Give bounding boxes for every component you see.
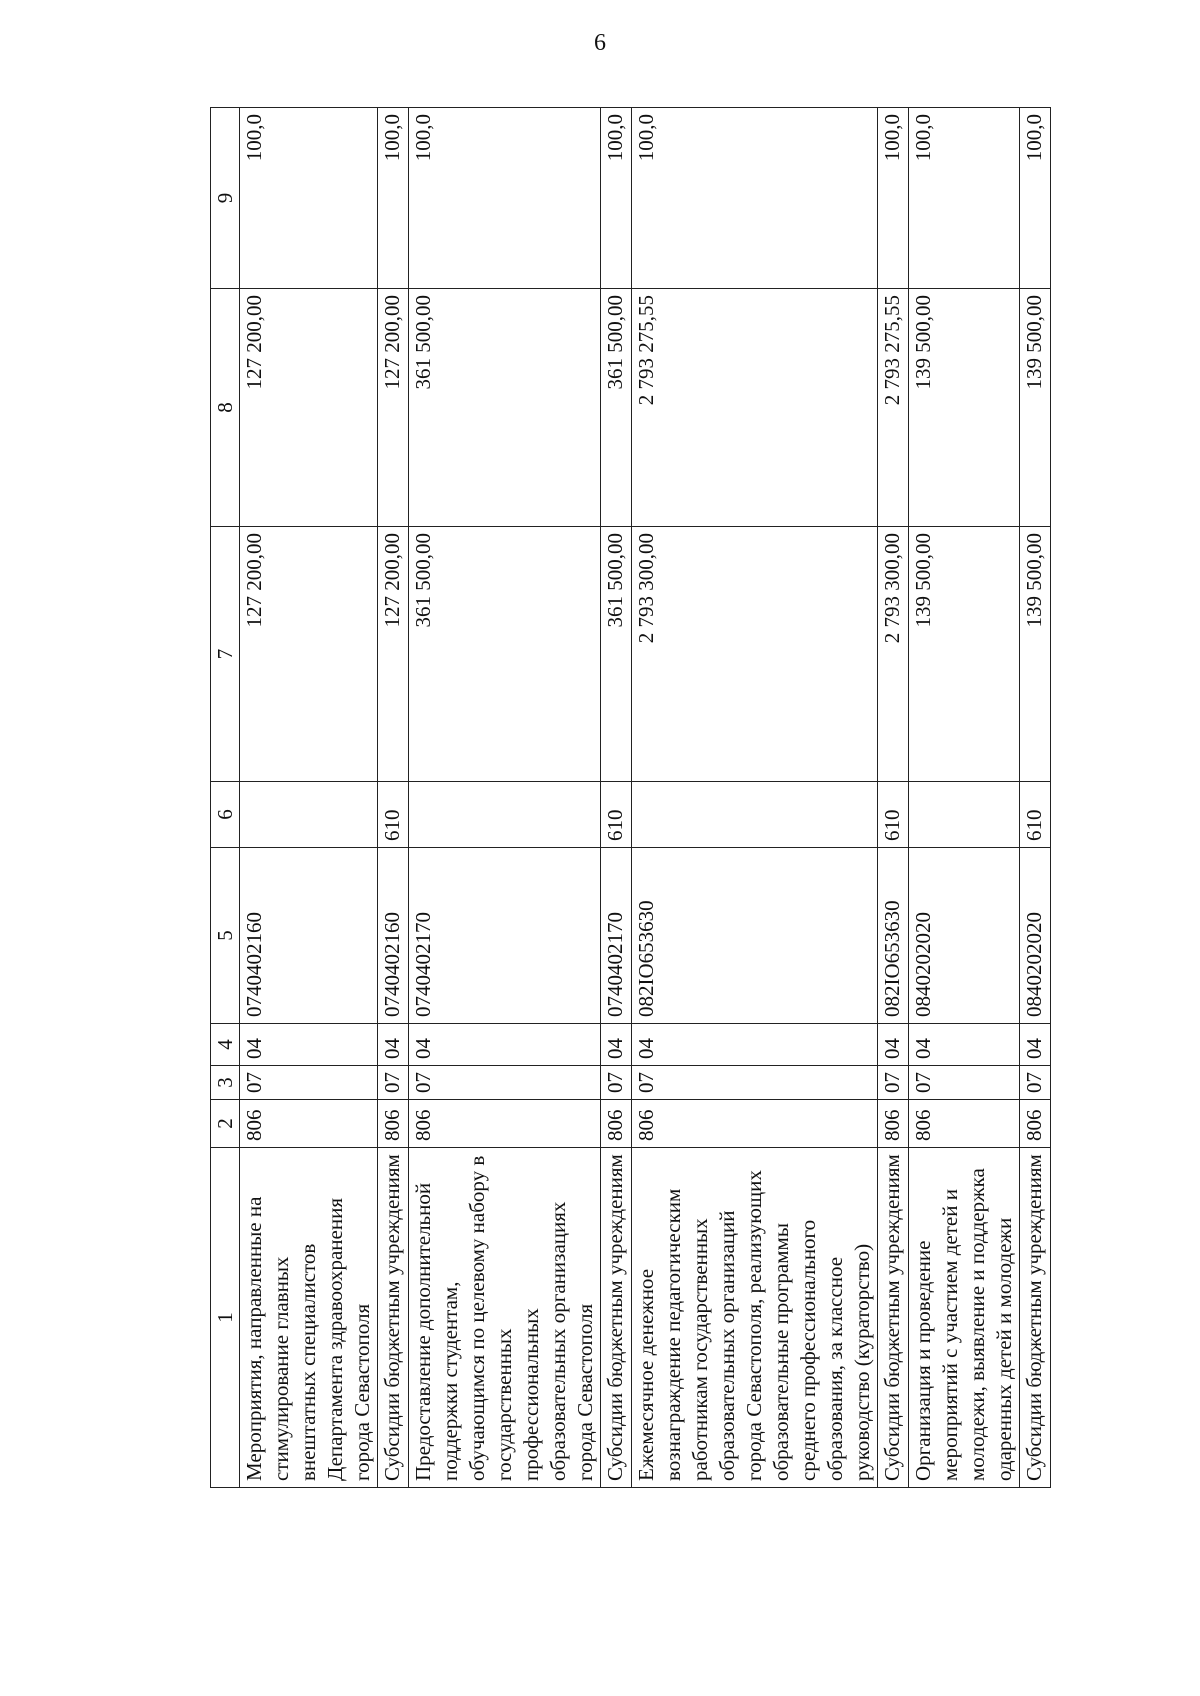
cell-section: 07: [378, 1066, 409, 1100]
row-name: Предоставление дополнительной поддержки студентам, обучающимся по целевому набору в государственных профессиональных образовательных организациях города Севастополя: [409, 1148, 601, 1488]
cell-target-code: 0740402170: [409, 848, 601, 1024]
cell-target-code: 0840202020: [909, 848, 1020, 1024]
cell-section: 07: [240, 1066, 378, 1100]
cell-executed: 2 793 275,55: [878, 289, 909, 527]
cell-planned: 127 200,00: [240, 527, 378, 782]
row-name: Субсидии бюджетным учреждениям: [1020, 1148, 1051, 1488]
column-header: 7: [211, 527, 240, 782]
cell-section: 07: [909, 1066, 1020, 1100]
row-name: Мероприятия, направленные на стимулирование главных внештатных специалистов Департамента здравоохранения города Севастополя: [240, 1148, 378, 1488]
cell-subsection: 04: [1020, 1024, 1051, 1066]
table-row: [1020, 108, 1051, 1488]
row-name: Ежемесячное денежное вознаграждение педагогическим работникам государственных образовательных организаций города Севастополя, реализующих образовательные программы среднего профессионального образования, за классное руководство (кураторство): [632, 1148, 878, 1488]
cell-admin-code: 806: [632, 1100, 878, 1148]
table-row: [632, 108, 878, 1488]
cell-executed: 127 200,00: [240, 289, 378, 527]
cell-subsection: 04: [409, 1024, 601, 1066]
cell-percent: 100,0: [909, 108, 1020, 289]
column-header: 3: [211, 1066, 240, 1100]
cell-percent: 100,0: [632, 108, 878, 289]
cell-section: 07: [878, 1066, 909, 1100]
cell-percent: 100,0: [601, 108, 632, 289]
cell-target-code: 082IО653630: [632, 848, 878, 1024]
cell-executed: 127 200,00: [378, 289, 409, 527]
cell-expense-type: [240, 782, 378, 848]
cell-executed: 139 500,00: [909, 289, 1020, 527]
cell-target-code: 0740402160: [378, 848, 409, 1024]
column-header: 1: [211, 1148, 240, 1488]
row-name: Субсидии бюджетным учреждениям: [878, 1148, 909, 1488]
cell-executed: 361 500,00: [601, 289, 632, 527]
cell-section: 07: [601, 1066, 632, 1100]
budget-table: [210, 107, 1051, 1488]
row-name: Организация и проведение мероприятий с участием детей и молодежи, выявление и поддержка одаренных детей и молодежи: [909, 1148, 1020, 1488]
cell-percent: 100,0: [378, 108, 409, 289]
cell-expense-type: [909, 782, 1020, 848]
cell-expense-type: 610: [601, 782, 632, 848]
page-number: 6: [594, 30, 606, 56]
cell-percent: 100,0: [878, 108, 909, 289]
cell-planned: 139 500,00: [909, 527, 1020, 782]
cell-planned: 2 793 300,00: [878, 527, 909, 782]
cell-subsection: 04: [601, 1024, 632, 1066]
table-row: [878, 108, 909, 1488]
cell-expense-type: 610: [878, 782, 909, 848]
table-row: [909, 108, 1020, 1488]
column-header: 6: [211, 782, 240, 848]
cell-subsection: 04: [878, 1024, 909, 1066]
cell-planned: 361 500,00: [409, 527, 601, 782]
cell-subsection: 04: [378, 1024, 409, 1066]
table-row: [378, 108, 409, 1488]
cell-subsection: 04: [240, 1024, 378, 1066]
cell-executed: 2 793 275,55: [632, 289, 878, 527]
cell-admin-code: 806: [878, 1100, 909, 1148]
cell-expense-type: 610: [378, 782, 409, 848]
column-header: 4: [211, 1024, 240, 1066]
column-header: 8: [211, 289, 240, 527]
cell-admin-code: 806: [240, 1100, 378, 1148]
cell-expense-type: 610: [1020, 782, 1051, 848]
cell-percent: 100,0: [1020, 108, 1051, 289]
cell-executed: 139 500,00: [1020, 289, 1051, 527]
cell-section: 07: [409, 1066, 601, 1100]
column-header: 5: [211, 848, 240, 1024]
cell-section: 07: [632, 1066, 878, 1100]
table-row: [240, 108, 378, 1488]
cell-section: 07: [1020, 1066, 1051, 1100]
cell-planned: 361 500,00: [601, 527, 632, 782]
cell-admin-code: 806: [1020, 1100, 1051, 1148]
cell-target-code: 0840202020: [1020, 848, 1051, 1024]
column-header: 2: [211, 1100, 240, 1148]
cell-planned: 139 500,00: [1020, 527, 1051, 782]
cell-expense-type: [409, 782, 601, 848]
column-header: 9: [211, 108, 240, 289]
row-name: Субсидии бюджетным учреждениям: [601, 1148, 632, 1488]
cell-planned: 127 200,00: [378, 527, 409, 782]
cell-expense-type: [632, 782, 878, 848]
header-row: [211, 108, 240, 1488]
table-row: [409, 108, 601, 1488]
cell-admin-code: 806: [378, 1100, 409, 1148]
cell-admin-code: 806: [909, 1100, 1020, 1148]
cell-subsection: 04: [909, 1024, 1020, 1066]
cell-percent: 100,0: [409, 108, 601, 289]
cell-admin-code: 806: [409, 1100, 601, 1148]
table-row: [601, 108, 632, 1488]
cell-executed: 361 500,00: [409, 289, 601, 527]
cell-target-code: 0740402170: [601, 848, 632, 1024]
cell-subsection: 04: [632, 1024, 878, 1066]
rotated-table-frame: [210, 108, 1046, 1488]
cell-planned: 2 793 300,00: [632, 527, 878, 782]
cell-target-code: 0740402160: [240, 848, 378, 1024]
row-name: Субсидии бюджетным учреждениям: [378, 1148, 409, 1488]
cell-target-code: 082IО653630: [878, 848, 909, 1024]
cell-admin-code: 806: [601, 1100, 632, 1148]
cell-percent: 100,0: [240, 108, 378, 289]
